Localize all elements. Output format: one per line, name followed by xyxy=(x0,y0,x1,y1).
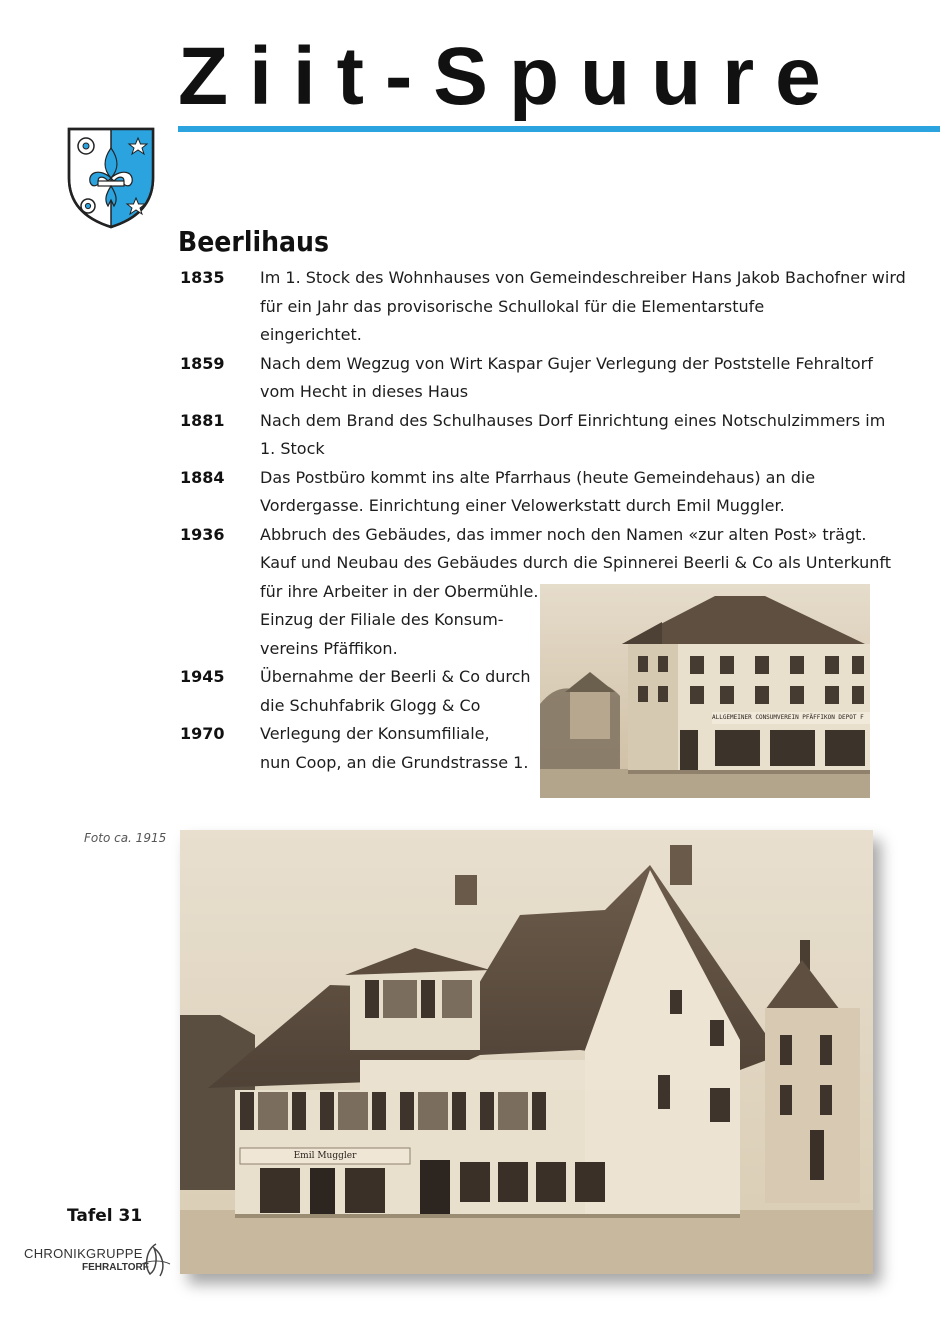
entry-line: Vordergasse. Einrichtung einer Velowerkstatt durch Emil Muggler. xyxy=(260,496,785,515)
entry-line: Das Postbüro kommt ins alte Pfarrhaus (heute Gemeindehaus) an die xyxy=(260,467,816,487)
org-name-line2: FEHRALTORF xyxy=(82,1262,149,1273)
entry-line: nun Coop, an die Grundstrasse 1. xyxy=(260,752,529,772)
entry-year: 1884 xyxy=(180,467,225,487)
entry-year: 1970 xyxy=(180,724,225,743)
entry-line: 1. Stock xyxy=(260,439,325,458)
entry-line: für ein Jahr das provisorische Schullokal für die Elementarstufe xyxy=(260,296,765,316)
entry-line: vereins Pfäffikon. xyxy=(260,638,398,658)
entry-line: die Schuhfabrik Glogg & Co xyxy=(260,695,481,715)
entry-line: vom Hecht in dieses Haus xyxy=(260,382,469,401)
entry-line: Abbruch des Gebäudes, das immer noch den Namen «zur alten Post» trägt. xyxy=(260,524,867,544)
timeline-entry xyxy=(180,350,900,407)
shop-sign: Emil Muggler xyxy=(293,1151,357,1161)
entry-text xyxy=(260,350,900,407)
entry-line: Im 1. Stock des Wohnhauses von Gemeindeschreiber Hans Jakob Bachofner wird xyxy=(260,268,906,287)
entry-line: Übernahme der Beerli & Co durch xyxy=(260,667,531,686)
timeline-entry xyxy=(180,407,900,464)
photo-beerlihaus-1915 xyxy=(180,830,873,1274)
photo-consum-building xyxy=(540,584,870,798)
entry-line: für ihre Arbeiter in der Obermühle. xyxy=(260,581,539,601)
chronikgruppe-logo xyxy=(20,1240,180,1280)
entry-year: 1936 xyxy=(180,524,225,544)
entry-year: 1881 xyxy=(180,410,225,430)
fehraltorf-coat-of-arms-icon xyxy=(66,126,156,230)
masthead-title: Ziit-Spuure xyxy=(178,31,842,122)
signature-flourish-icon xyxy=(136,1240,176,1280)
entry-line: Verlegung der Konsumfiliale, xyxy=(260,724,490,743)
entry-year: 1859 xyxy=(180,353,225,373)
entry-text xyxy=(260,407,900,464)
timeline-entry xyxy=(180,464,900,521)
entry-text xyxy=(260,264,906,350)
entry-line: Nach dem Brand des Schulhauses Dorf Einrichtung eines Notschulzimmers im xyxy=(260,410,886,430)
org-name-line1: CHRONIKGRUPPE xyxy=(24,1246,143,1261)
photo-caption: Foto ca. 1915 xyxy=(84,831,167,845)
entry-text xyxy=(260,464,900,521)
timeline-entry xyxy=(180,264,906,350)
article-title: Beerlihaus xyxy=(178,225,329,258)
entry-year: 1945 xyxy=(180,667,225,686)
masthead-rule xyxy=(178,126,940,132)
entry-year: 1835 xyxy=(180,268,225,287)
panel-number: Tafel 31 xyxy=(67,1206,143,1226)
entry-line: eingerichtet. xyxy=(260,325,362,344)
entry-line: Einzug der Filiale des Konsum- xyxy=(260,610,504,629)
entry-line: Kauf und Neubau des Gebäudes durch die Spinnerei Beerli & Co als Unterkunft xyxy=(260,553,892,572)
shop-sign: ALLGEMEINER CONSUMVEREIN PFÄFFIKON DEPOT F xyxy=(712,714,864,721)
entry-line: Nach dem Wegzug von Wirt Kaspar Gujer Verlegung der Poststelle Fehraltorf xyxy=(260,353,873,373)
